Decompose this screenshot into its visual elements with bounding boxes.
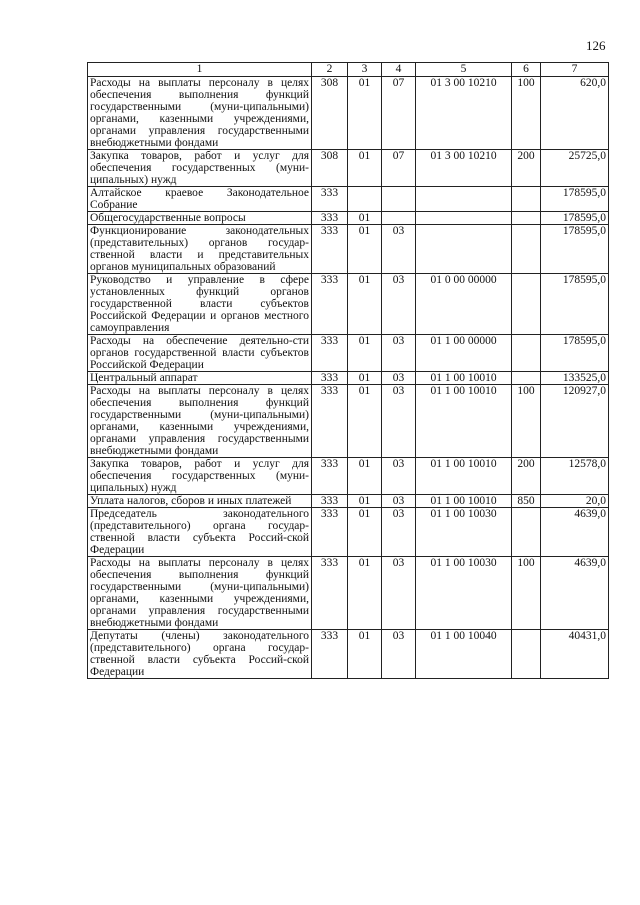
row-name: Депутаты (члены) законодательного (представительного) органа государ-ственной власти субъекта Россий-ской Федерации [88,630,312,679]
table-row [88,372,609,385]
row-amount: 178595,0 [541,187,609,212]
row-subsection [382,212,416,225]
row-subsection: 03 [382,335,416,372]
row-expense-type: 100 [512,557,541,630]
row-section: 01 [348,212,382,225]
row-expense-type: 200 [512,458,541,495]
row-code: 333 [312,274,348,335]
row-target [416,225,512,274]
budget-table [87,62,609,679]
row-target: 01 1 00 10030 [416,508,512,557]
row-subsection [382,187,416,212]
header-col-2: 2 [312,63,348,77]
header-col-5: 5 [416,63,512,77]
row-subsection: 03 [382,495,416,508]
row-subsection: 03 [382,508,416,557]
row-name: Расходы на выплаты персоналу в целях обеспечения выполнения функций государственными (муни-ципальными) органами, казенными учреждениями, органами управления государственными внебюджетными фондами [88,557,312,630]
row-code: 333 [312,385,348,458]
table-row [88,630,609,679]
row-name: Функционирование законодательных (представительных) органов государ-ственной власти и представительных органов муниципальных образований [88,225,312,274]
row-code: 333 [312,335,348,372]
row-name: Закупка товаров, работ и услуг для обеспечения государственных (муни-ципальных) нужд [88,150,312,187]
row-target: 01 1 00 10010 [416,385,512,458]
row-section: 01 [348,335,382,372]
row-amount: 12578,0 [541,458,609,495]
table-row [88,212,609,225]
row-amount: 4639,0 [541,557,609,630]
header-row [88,63,609,77]
row-section: 01 [348,150,382,187]
header-col-7: 7 [541,63,609,77]
row-code: 333 [312,557,348,630]
row-expense-type [512,508,541,557]
row-amount: 178595,0 [541,212,609,225]
table-row [88,225,609,274]
row-subsection: 03 [382,372,416,385]
row-amount: 133525,0 [541,372,609,385]
row-code: 333 [312,372,348,385]
row-target [416,212,512,225]
row-code: 333 [312,630,348,679]
table-row [88,495,609,508]
row-expense-type [512,372,541,385]
row-code: 333 [312,508,348,557]
table-row [88,557,609,630]
page-number: 126 [586,38,606,53]
row-target: 01 0 00 00000 [416,274,512,335]
row-target: 01 1 00 10010 [416,458,512,495]
header-col-3: 3 [348,63,382,77]
row-expense-type [512,335,541,372]
row-amount: 120927,0 [541,385,609,458]
header-col-6: 6 [512,63,541,77]
row-target: 01 1 00 10030 [416,557,512,630]
table-row [88,187,609,212]
row-subsection: 07 [382,77,416,150]
row-name: Центральный аппарат [88,372,312,385]
table-row [88,385,609,458]
row-section: 01 [348,372,382,385]
row-section: 01 [348,630,382,679]
row-expense-type [512,187,541,212]
row-section: 01 [348,508,382,557]
row-target: 01 1 00 00000 [416,335,512,372]
row-section: 01 [348,225,382,274]
header-col-1: 1 [88,63,312,77]
row-expense-type [512,274,541,335]
row-subsection: 03 [382,458,416,495]
row-code: 308 [312,77,348,150]
row-subsection: 03 [382,630,416,679]
row-code: 333 [312,495,348,508]
row-code: 308 [312,150,348,187]
row-expense-type [512,630,541,679]
row-target: 01 1 00 10010 [416,495,512,508]
row-name: Общегосударственные вопросы [88,212,312,225]
row-subsection: 03 [382,274,416,335]
row-subsection: 03 [382,557,416,630]
row-target: 01 3 00 10210 [416,77,512,150]
row-expense-type [512,225,541,274]
table-row [88,508,609,557]
row-name: Алтайское краевое Законодательное Собрание [88,187,312,212]
row-code: 333 [312,458,348,495]
row-section: 01 [348,77,382,150]
row-expense-type: 200 [512,150,541,187]
row-section: 01 [348,385,382,458]
row-section: 01 [348,495,382,508]
row-name: Руководство и управление в сфере установленных функций органов государственной власти субъектов Российской Федерации и органов местного самоуправления [88,274,312,335]
row-name: Расходы на выплаты персоналу в целях обеспечения выполнения функций государственными (муни-ципальными) органами, казенными учреждениями, органами управления государственными внебюджетными фондами [88,385,312,458]
row-amount: 20,0 [541,495,609,508]
row-amount: 40431,0 [541,630,609,679]
row-subsection: 07 [382,150,416,187]
row-amount: 178595,0 [541,335,609,372]
row-section: 01 [348,274,382,335]
row-target: 01 1 00 10010 [416,372,512,385]
row-name: Расходы на выплаты персоналу в целях обеспечения выполнения функций государственными (муни-ципальными) органами, казенными учреждениями, органами управления государственными внебюджетными фондами [88,77,312,150]
row-amount: 178595,0 [541,225,609,274]
row-subsection: 03 [382,385,416,458]
row-section: 01 [348,557,382,630]
row-code: 333 [312,212,348,225]
row-code: 333 [312,225,348,274]
table-row [88,274,609,335]
row-expense-type: 100 [512,77,541,150]
row-expense-type [512,212,541,225]
row-name: Председатель законодательного (представительного) органа государ-ственной власти субъекта Россий-ской Федерации [88,508,312,557]
row-target [416,187,512,212]
row-section [348,187,382,212]
table-row [88,458,609,495]
table-row [88,150,609,187]
header-col-4: 4 [382,63,416,77]
row-target: 01 3 00 10210 [416,150,512,187]
row-name: Расходы на обеспечение деятельно-сти органов государственной власти субъектов Российской Федерации [88,335,312,372]
row-code: 333 [312,187,348,212]
row-name: Уплата налогов, сборов и иных платежей [88,495,312,508]
row-amount: 620,0 [541,77,609,150]
row-amount: 178595,0 [541,274,609,335]
row-expense-type: 850 [512,495,541,508]
table-row [88,77,609,150]
row-target: 01 1 00 10040 [416,630,512,679]
row-amount: 4639,0 [541,508,609,557]
row-name: Закупка товаров, работ и услуг для обеспечения государственных (муни-ципальных) нужд [88,458,312,495]
row-expense-type: 100 [512,385,541,458]
row-section: 01 [348,458,382,495]
table-row [88,335,609,372]
row-amount: 25725,0 [541,150,609,187]
row-subsection: 03 [382,225,416,274]
